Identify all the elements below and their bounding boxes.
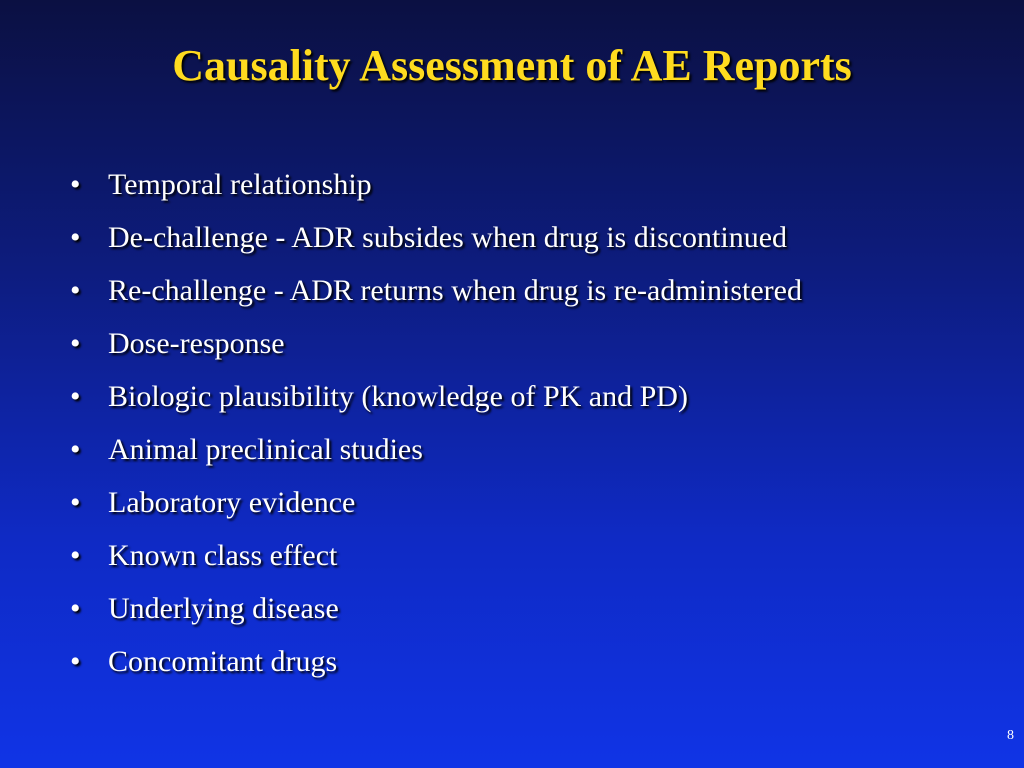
- bullet-icon: •: [70, 485, 81, 519]
- bullet-text: Laboratory evidence: [108, 485, 356, 519]
- bullet-list: [70, 158, 1010, 688]
- bullet-item: [70, 635, 1010, 688]
- bullet-icon: •: [70, 167, 81, 201]
- bullet-text: Concomitant drugs: [108, 644, 338, 678]
- bullet-icon: •: [70, 538, 81, 572]
- bullet-text: Re-challenge - ADR returns when drug is re-administered: [108, 273, 802, 307]
- bullet-item: [70, 423, 1010, 476]
- bullet-item: [70, 582, 1010, 635]
- bullet-icon: •: [70, 220, 81, 254]
- bullet-item: [70, 264, 1010, 317]
- bullet-item: [70, 370, 1010, 423]
- bullet-text: Known class effect: [108, 538, 338, 572]
- bullet-icon: •: [70, 432, 81, 466]
- bullet-text: Underlying disease: [108, 591, 339, 625]
- bullet-item: [70, 158, 1010, 211]
- bullet-icon: •: [70, 273, 81, 307]
- bullet-item: [70, 211, 1010, 264]
- slide-title: Causality Assessment of AE Reports: [172, 41, 852, 90]
- bullet-icon: •: [70, 326, 81, 360]
- page-number: 8: [1007, 728, 1014, 743]
- bullet-text: Dose-response: [108, 326, 285, 360]
- bullet-text: Temporal relationship: [108, 167, 372, 201]
- bullet-text: Biologic plausibility (knowledge of PK and PD): [108, 379, 688, 413]
- bullet-item: [70, 476, 1010, 529]
- bullet-icon: •: [70, 379, 81, 413]
- bullet-text: De-challenge - ADR subsides when drug is discontinued: [108, 220, 788, 254]
- bullet-item: [70, 529, 1010, 582]
- bullet-icon: •: [70, 644, 81, 678]
- bullet-icon: •: [70, 591, 81, 625]
- bullet-item: [70, 317, 1010, 370]
- bullet-text: Animal preclinical studies: [108, 432, 423, 466]
